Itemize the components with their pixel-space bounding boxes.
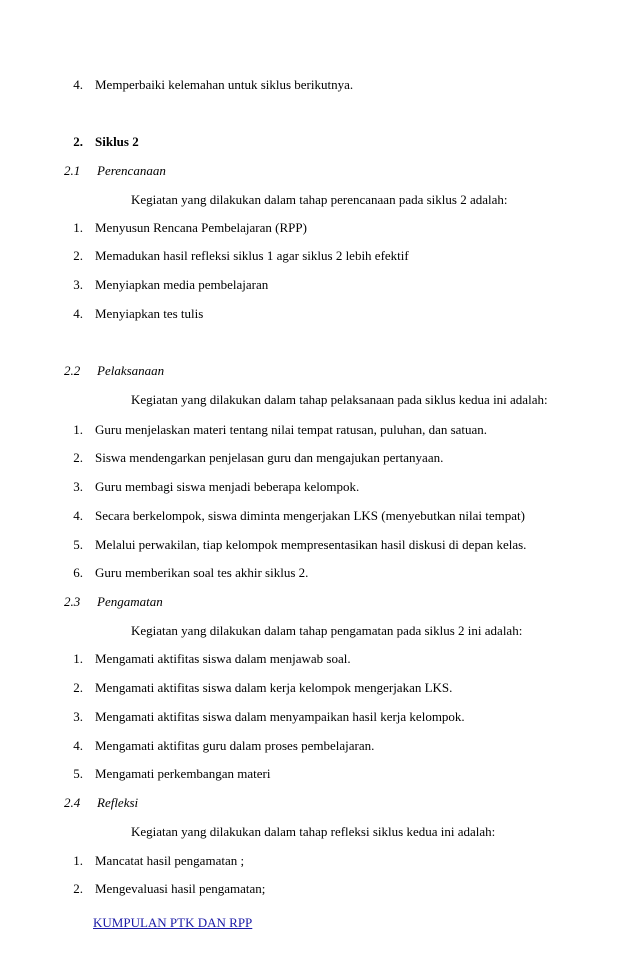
list-text: Siswa mendengarkan penjelasan guru dan mengajukan pertanyaan. <box>95 450 444 465</box>
subsection-number: 2.2 <box>64 363 81 378</box>
subsection-title: Perencanaan <box>97 163 166 178</box>
footer-link[interactable]: KUMPULAN PTK DAN RPP <box>93 915 253 930</box>
list-number: 1. <box>73 220 83 235</box>
list-number: 4. <box>73 306 83 321</box>
list-text: Melalui perwakilan, tiap kelompok mempresentasikan hasil diskusi di depan kelas. <box>95 537 527 552</box>
list-text: Mancatat hasil pengamatan ; <box>95 853 245 868</box>
list-number: 1. <box>73 853 83 868</box>
list-number: 4. <box>73 77 83 92</box>
list-text: Mengamati aktifitas siswa dalam menyampaikan hasil kerja kelompok. <box>95 709 465 724</box>
list-number: 6. <box>73 565 83 580</box>
list-number: 4. <box>73 738 83 753</box>
list-number: 3. <box>73 479 83 494</box>
paragraph: Kegiatan yang dilakukan dalam tahap pengamatan pada siklus 2 ini adalah: <box>131 623 523 638</box>
subsection-title: Pengamatan <box>97 594 163 609</box>
list-number: 4. <box>73 508 83 523</box>
list-text: Memperbaiki kelemahan untuk siklus berikutnya. <box>95 77 354 92</box>
list-text: Memadukan hasil refleksi siklus 1 agar siklus 2 lebih efektif <box>95 248 409 263</box>
list-number: 2. <box>73 881 83 896</box>
paragraph: Kegiatan yang dilakukan dalam tahap pelaksanaan pada siklus kedua ini adalah: <box>131 392 548 407</box>
section-title: Siklus 2 <box>95 134 139 149</box>
list-number: 1. <box>73 651 83 666</box>
list-text: Guru membagi siswa menjadi beberapa kelompok. <box>95 479 360 494</box>
list-number: 5. <box>73 766 83 781</box>
list-text: Mengamati perkembangan materi <box>95 766 271 781</box>
list-text: Secara berkelompok, siswa diminta mengerjakan LKS (menyebutkan nilai tempat) <box>95 508 525 523</box>
subsection-number: 2.4 <box>64 795 81 810</box>
subsection-number: 2.3 <box>64 594 81 609</box>
list-text: Mengamati aktifitas guru dalam proses pembelajaran. <box>95 738 375 753</box>
subsection-number: 2.1 <box>64 163 81 178</box>
list-text: Menyiapkan media pembelajaran <box>95 277 269 292</box>
paragraph: Kegiatan yang dilakukan dalam tahap perencanaan pada siklus 2 adalah: <box>131 192 508 207</box>
list-text: Menyusun Rencana Pembelajaran (RPP) <box>95 220 307 235</box>
list-number: 3. <box>73 709 83 724</box>
list-number: 2. <box>73 680 83 695</box>
section-number: 2. <box>73 134 83 149</box>
subsection-title: Refleksi <box>97 795 139 810</box>
list-number: 2. <box>73 450 83 465</box>
paragraph: Kegiatan yang dilakukan dalam tahap refleksi siklus kedua ini adalah: <box>131 824 496 839</box>
list-text: Guru menjelaskan materi tentang nilai tempat ratusan, puluhan, dan satuan. <box>95 422 488 437</box>
list-number: 5. <box>73 537 83 552</box>
list-text: Mengevaluasi hasil pengamatan; <box>95 881 266 896</box>
list-text: Mengamati aktifitas siswa dalam kerja kelompok mengerjakan LKS. <box>95 680 453 695</box>
list-number: 3. <box>73 277 83 292</box>
list-text: Mengamati aktifitas siswa dalam menjawab soal. <box>95 651 351 666</box>
list-number: 1. <box>73 422 83 437</box>
list-text: Guru memberikan soal tes akhir siklus 2. <box>95 565 309 580</box>
subsection-title: Pelaksanaan <box>97 363 165 378</box>
list-number: 2. <box>73 248 83 263</box>
list-text: Menyiapkan tes tulis <box>95 306 204 321</box>
